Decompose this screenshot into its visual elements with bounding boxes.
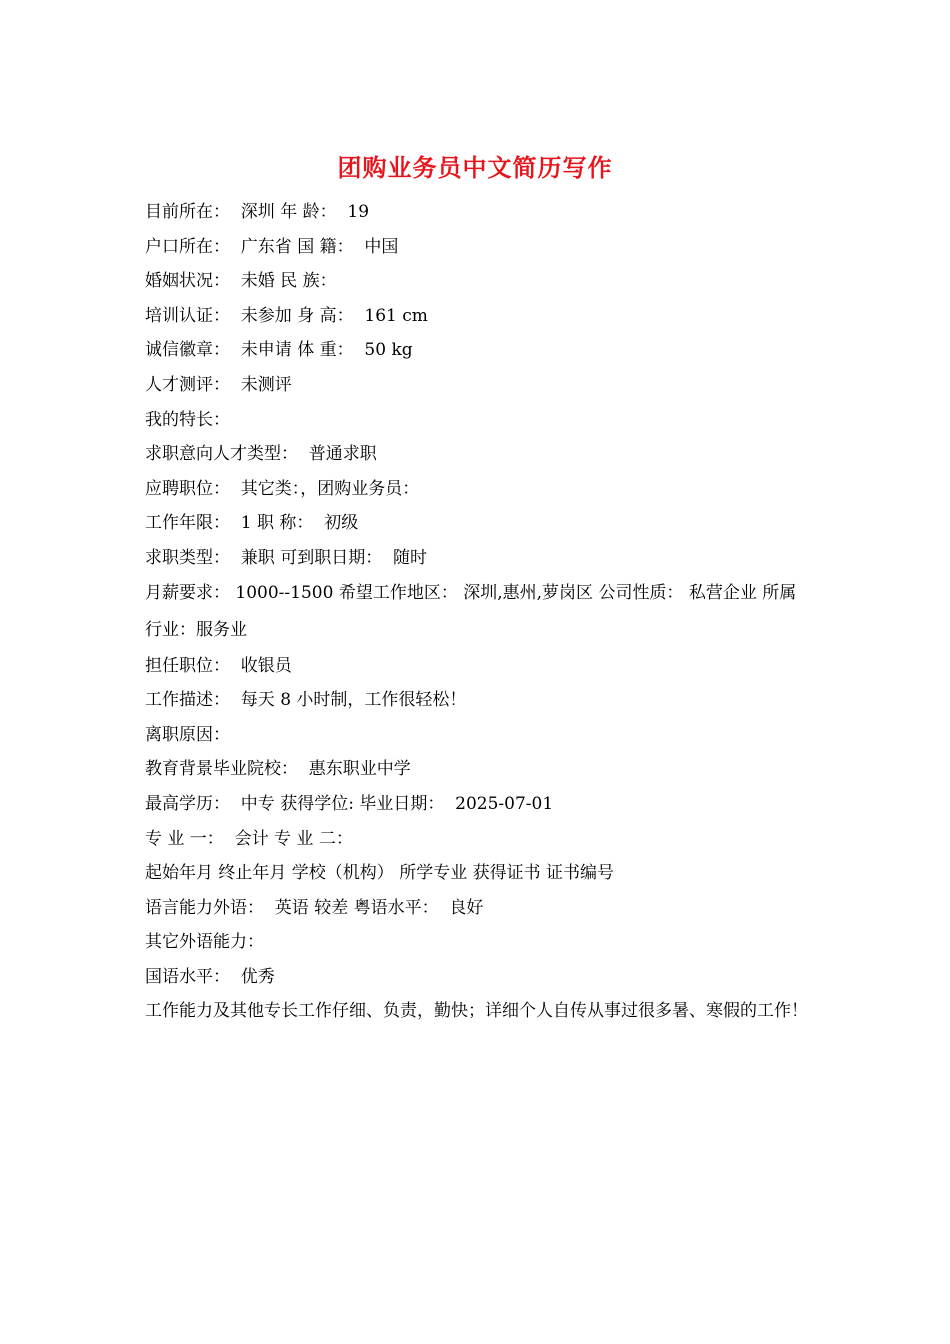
field-language-ability: 语言能力外语： 英语 较差 粤语水平： 良好 <box>145 897 484 918</box>
field-specialty: 我的特长： <box>145 409 230 430</box>
field-held-position: 担任职位： 收银员 <box>145 655 292 676</box>
field-integrity-badge: 诚信徽章： 未申请 体 重： 50 kg <box>145 340 413 361</box>
field-work-ability: 工作能力及其他专长工作仔细、负责，勤快；详细个人自传从事过很多暑、寒假的工作！ <box>145 1001 808 1022</box>
field-job-type: 求职类型： 兼职 可到职日期： 随时 <box>145 547 428 568</box>
resume-body <box>145 195 810 1030</box>
field-education-table-header: 起始年月 终止年月 学校（机构） 所学专业 获得证书 证书编号 <box>145 863 615 884</box>
field-marital-status: 婚姻状况： 未婚 民 族： <box>145 271 337 292</box>
field-current-location: 目前所在： 深圳 年 龄： 19 <box>145 202 370 222</box>
field-leaving-reason: 离职原因： <box>145 724 230 745</box>
field-mandarin-level: 国语水平： 优秀 <box>145 966 275 987</box>
field-salary-requirement: 月薪要求： 1000--1500 希望工作地区： 深圳,惠州,萝岗区 公司性质： 私营企业 所属行业：服务业 <box>145 582 797 640</box>
field-applied-position: 应聘职位： 其它类：，团购业务员： <box>145 478 420 499</box>
field-work-years: 工作年限： 1 职 称： 初级 <box>145 513 359 534</box>
field-majors: 专 业 一： 会计 专 业 二： <box>145 828 353 849</box>
field-training-certification: 培训认证： 未参加 身 高： 161 cm <box>145 305 428 326</box>
field-talent-assessment: 人才测评： 未测评 <box>145 374 292 395</box>
field-education-school: 教育背景毕业院校： 惠东职业中学 <box>145 759 411 780</box>
field-highest-degree: 最高学历： 中专 获得学位: 毕业日期： 2025-07-01 <box>145 793 554 814</box>
field-household-registration: 户口所在： 广东省 国 籍： 中国 <box>145 236 399 257</box>
field-job-description: 工作描述： 每天 8 小时制，工作很轻松！ <box>145 690 467 711</box>
field-other-languages: 其它外语能力： <box>145 932 264 953</box>
field-job-intention: 求职意向人才类型： 普通求职 <box>145 444 377 465</box>
document-title: 团购业务员中文简历写作 <box>337 154 613 182</box>
